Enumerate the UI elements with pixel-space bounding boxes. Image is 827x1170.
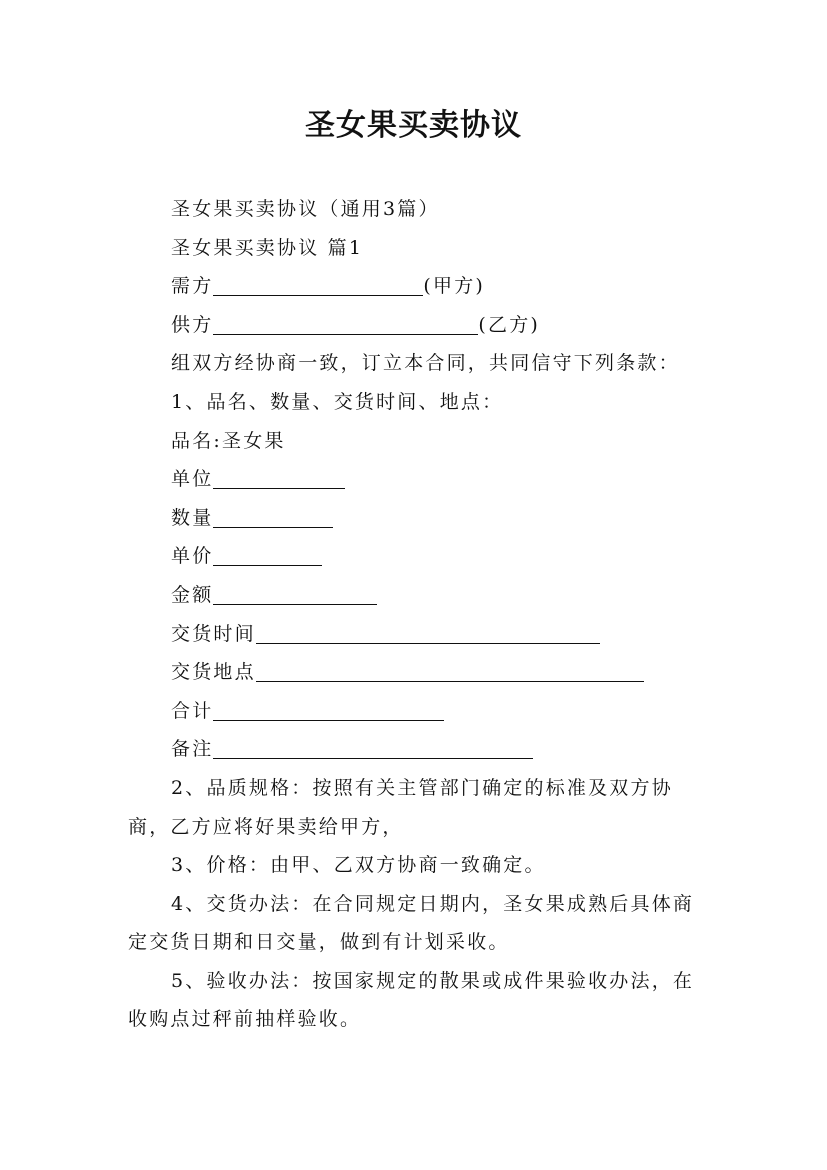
delivery-time-label: 交货时间 — [171, 622, 256, 645]
document-title: 圣女果买卖协议 — [305, 108, 522, 143]
delivery-place-label: 交货地点 — [171, 661, 256, 684]
clause-1: 1、品名、数量、交货时间、地点： — [171, 390, 504, 413]
delivery-time-blank — [256, 619, 600, 644]
amount-line — [128, 576, 708, 615]
seller-blank — [213, 310, 478, 335]
seller-suffix: (乙方) — [478, 313, 541, 336]
buyer-blank — [213, 271, 423, 296]
unit-price-blank — [213, 541, 322, 566]
remark-line — [128, 730, 708, 769]
unit-price-line — [128, 537, 708, 576]
total-blank — [213, 696, 444, 721]
delivery-time-line — [128, 615, 708, 654]
remark-blank — [213, 734, 533, 759]
unit-label: 单位 — [171, 468, 214, 491]
intro-line — [128, 344, 708, 383]
contract-body — [128, 190, 708, 1039]
buyer-label: 需方 — [171, 275, 214, 298]
product-name-line — [128, 422, 708, 461]
clause-4: 4、交货办法：在合同规定日期内，圣女果成熟后具体商定交货日期和日交量，做到有计划采收。 — [128, 892, 695, 954]
remark-label: 备注 — [171, 738, 214, 761]
unit-line — [128, 460, 708, 499]
buyer-line — [128, 267, 708, 306]
delivery-place-line — [128, 653, 708, 692]
unit-blank — [213, 464, 345, 489]
quantity-line — [128, 499, 708, 538]
clause-3: 3、价格：由甲、乙双方协商一致确定。 — [171, 854, 546, 877]
intro-text: 组双方经协商一致，订立本合同，共同信守下列条款： — [171, 352, 680, 375]
subtitle-line — [128, 190, 708, 229]
seller-label: 供方 — [171, 313, 214, 336]
delivery-place-blank — [256, 657, 644, 682]
amount-blank — [213, 580, 377, 605]
clause-1-line — [128, 383, 708, 422]
part-heading: 圣女果买卖协议 篇1 — [171, 236, 364, 259]
quantity-blank — [213, 503, 333, 528]
seller-line — [128, 306, 708, 345]
quantity-label: 数量 — [171, 506, 214, 529]
buyer-suffix: (甲方) — [423, 275, 486, 298]
product-name: 品名:圣女果 — [171, 429, 286, 452]
part-heading-line — [128, 229, 708, 268]
total-line — [128, 692, 708, 731]
clause-5: 5、验收办法：按国家规定的散果或成件果验收办法，在收购点过秤前抽样验收。 — [128, 969, 695, 1031]
amount-label: 金额 — [171, 583, 214, 606]
subtitle: 圣女果买卖协议（通用3篇） — [171, 198, 440, 220]
clause-2: 2、品质规格：按照有关主管部门确定的标准及双方协商，乙方应将好果卖给甲方， — [128, 776, 673, 838]
unit-price-label: 单价 — [171, 545, 214, 568]
total-label: 合计 — [171, 699, 214, 722]
